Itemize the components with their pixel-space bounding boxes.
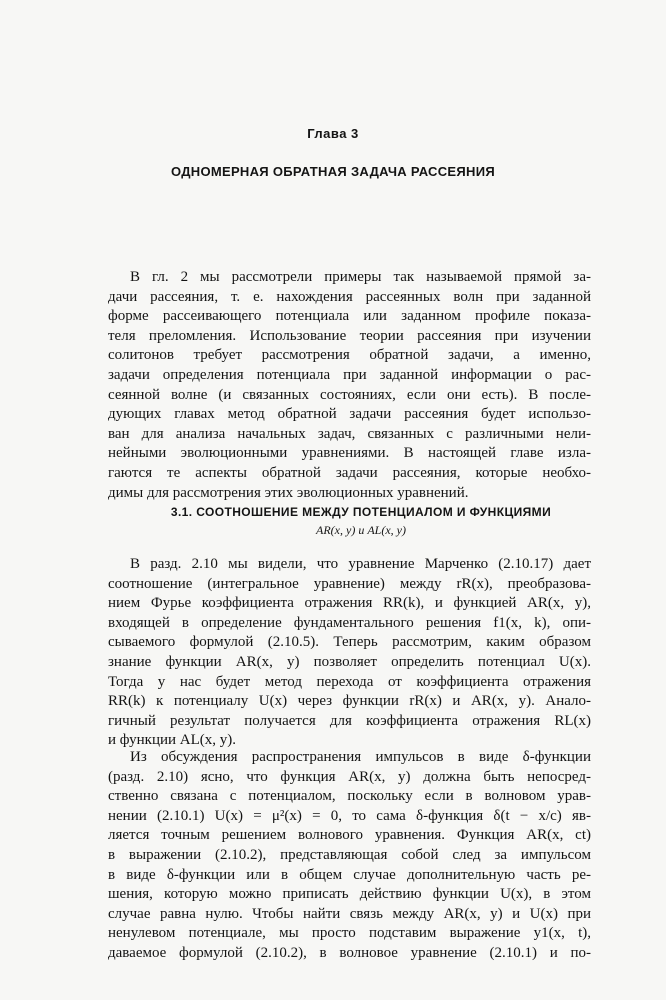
section-paragraph-2 (108, 748, 591, 964)
text-line: Из обсуждения распространения импульсов в виде δ-функции (130, 749, 591, 765)
intro-paragraph (108, 268, 591, 503)
text-line: ляется точным решением волнового уравнения. Функция AR(x, ct) (108, 827, 591, 844)
text-line: сываемого формулой (2.10.5). Теперь рассмотрим, каким образом (108, 634, 591, 651)
text-line: в выражении (2.10.2), представляющая собой след за импульсом (108, 846, 591, 863)
text-line: форме рассеивающего потенциала или заданном профиле показа- (108, 308, 591, 325)
text-line: соотношение (интегральное уравнение) между rR(x), преобразова- (108, 575, 591, 592)
text-line: дачи рассеяния, т. е. нахождения рассеянных волн при заданной (108, 288, 591, 305)
text-line: RR(k) к потенциалу U(x) через функции rR(x) и AR(x, y). Анало- (108, 693, 591, 710)
section-subheading: AR(x, y) и AL(x, y) (316, 523, 406, 537)
text-line: В гл. 2 мы рассмотрели примеры так называемой прямой за- (130, 269, 591, 285)
text-line: задачи определения потенциала при заданной информации о рас- (108, 366, 591, 383)
text-line: димы для рассмотрения этих эволюционных уравнений. (108, 484, 469, 501)
text-line: нием Фурье коэффициента отражения RR(k), и функцией AR(x, y), (108, 595, 591, 612)
text-line: В разд. 2.10 мы видели, что уравнение Марченко (2.10.17) дает (130, 556, 591, 572)
text-line: ван для анализа начальных задач, связанных с различными нели- (108, 425, 591, 442)
text-line: в виде δ-функции или в общем случае дополнительную часть ре- (108, 866, 591, 883)
text-line: знание функции AR(x, y) позволяет определить потенциал U(x). (108, 653, 591, 670)
text-line: ненулевом потенциале, мы просто подставим выражение y1(x, t), (108, 925, 591, 942)
text-line: нейными эволюционными уравнениями. В настоящей главе изла- (108, 445, 591, 462)
text-line: Тогда у нас будет метод перехода от коэффициента отражения (108, 673, 591, 690)
text-line: нении (2.10.1) U(x) = μ²(x) = 0, то сама δ-функция δ(t − x/c) яв- (108, 807, 591, 824)
text-line: солитонов требует рассмотрения обратной задачи, а именно, (108, 347, 591, 364)
text-line: и функции AL(x, y). (108, 732, 237, 749)
chapter-label: Глава 3 (307, 126, 359, 141)
text-line: гаются те аспекты обратной задачи рассеяния, которые необхо- (108, 464, 591, 481)
section-paragraph-1 (108, 555, 591, 751)
chapter-title: ОДНОМЕРНАЯ ОБРАТНАЯ ЗАДАЧА РАССЕЯНИЯ (170, 164, 496, 179)
text-line: ственно связана с потенциалом, поскольку если в волновом урав- (108, 788, 591, 805)
text-line: сеянной волне (и связанных состояниях, если они есть). В после- (108, 386, 591, 403)
text-line: (разд. 2.10) ясно, что функция AR(x, y) должна быть непосред- (108, 768, 591, 785)
text-line: теля преломления. Использование теории рассеяния при изучении (108, 327, 591, 344)
text-line: шения, которую можно приписать действию функции U(x), в этом (108, 886, 591, 903)
text-line: входящей в определение фундаментального решения f1(x, k), опи- (108, 614, 591, 631)
section-heading: 3.1. СООТНОШЕНИЕ МЕЖДУ ПОТЕНЦИАЛОМ И ФУНКЦИЯМИ (170, 505, 552, 519)
text-line: гичный результат получается для коэффициента отражения RL(x) (108, 712, 591, 729)
text-line: даваемое формулой (2.10.2), в волновое уравнение (2.10.1) и по- (108, 944, 591, 961)
text-line: дующих главах метод обратной задачи рассеяния будет использо- (108, 406, 591, 423)
text-line: случае равна нулю. Чтобы найти связь между AR(x, y) и U(x) при (108, 905, 591, 922)
